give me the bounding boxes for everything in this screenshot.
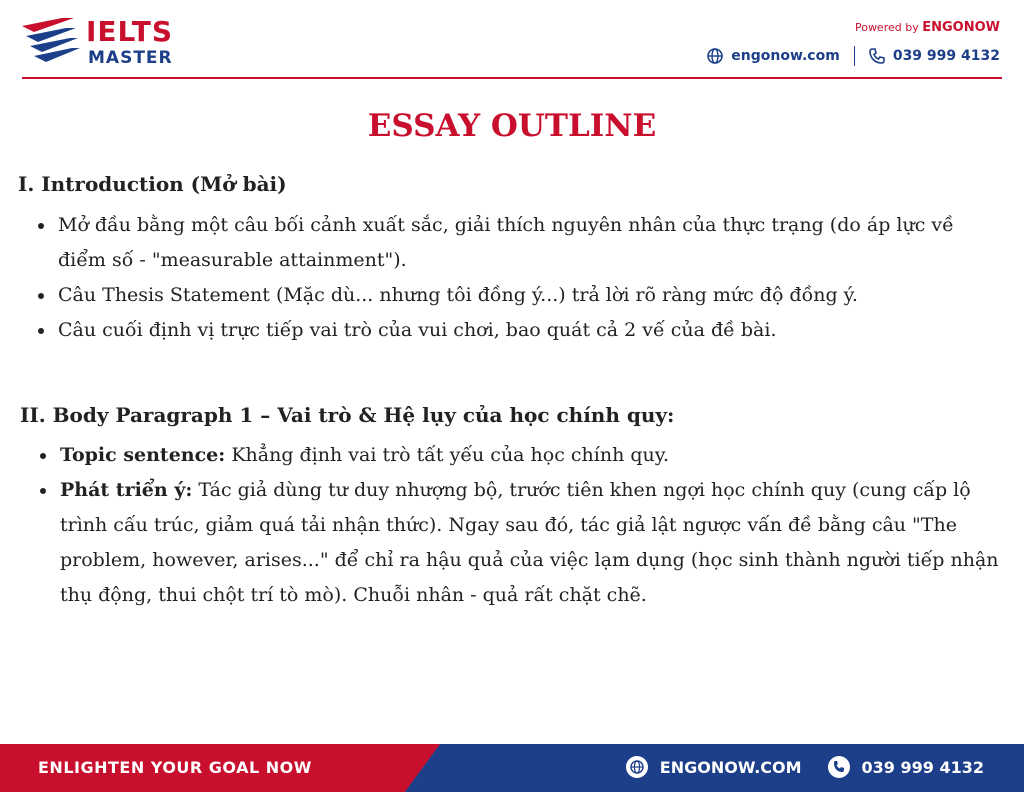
introduction-bullets <box>36 208 1004 348</box>
header-divider <box>22 77 1002 79</box>
logo-master-text: MASTER <box>88 48 173 68</box>
header-contact <box>707 46 1000 66</box>
bullet-text: Khẳng định vai trò tất yếu của học chính quy. <box>225 444 670 466</box>
list-item <box>38 438 1014 473</box>
bullet-text: Mở đầu bằng một câu bối cảnh xuất sắc, giải thích nguyên nhân của thực trạng (do áp lực về điểm số - "measurable attainment"). <box>58 214 954 271</box>
list-item <box>36 278 1004 313</box>
bullet-label: Topic sentence: <box>60 444 226 466</box>
globe-icon <box>707 48 723 64</box>
globe-icon <box>626 756 648 778</box>
page-title: ESSAY OUTLINE <box>367 108 657 144</box>
phone-icon <box>869 48 885 64</box>
bullet-text: Câu cuối định vị trực tiếp vai trò của vui chơi, bao quát cả 2 vế của đề bài. <box>58 319 777 341</box>
body-1-bullets <box>38 438 1014 613</box>
list-item <box>38 473 1014 613</box>
bullet-text: Câu Thesis Statement (Mặc dù... nhưng tôi đồng ý...) trả lời rõ ràng mức độ đồng ý. <box>58 284 858 306</box>
logo-stripes-icon <box>22 18 80 64</box>
footer-phone-link[interactable]: 039 999 4132 <box>861 757 984 777</box>
phone-icon <box>828 756 850 778</box>
bullet-label: Phát triển ý: <box>60 479 193 501</box>
section-heading-introduction: I. Introduction (Mở bài) <box>18 172 287 196</box>
bullet-text: Tác giả dùng tư duy nhượng bộ, trước tiên khen ngợi học chính quy (cung cấp lộ trình cấu trúc, giảm quá tải nhận thức). Ngay sau đó, tác giả lật ngược vấn đề bằng câu "The problem, however, arises..." để chỉ ra hậu quả của việc lạm dụng (học sinh thành người tiếp nhận thụ động, thui chột trí tò mò). Chuỗi nhân - quả rất chặt chẽ. <box>60 479 999 606</box>
header-website-link[interactable]: engonow.com <box>731 48 840 64</box>
page-header <box>0 0 1024 80</box>
footer-slogan: ENLIGHTEN YOUR GOAL NOW <box>38 758 312 777</box>
contact-divider <box>854 46 855 66</box>
list-item <box>36 208 1004 278</box>
list-item <box>36 313 1004 348</box>
footer-contact <box>626 756 984 778</box>
powered-brand: ENGONOW <box>922 20 1000 35</box>
powered-prefix: Powered by <box>854 21 923 34</box>
powered-by <box>855 20 1000 35</box>
header-phone-link[interactable]: 039 999 4132 <box>892 48 1000 64</box>
logo-ielts-text: IELTS <box>86 15 174 48</box>
section-heading-body-1: II. Body Paragraph 1 – Vai trò & Hệ lụy của học chính quy: <box>20 403 675 427</box>
ielts-master-logo[interactable] <box>22 14 192 70</box>
footer-website-link[interactable]: ENGONOW.COM <box>659 757 802 777</box>
